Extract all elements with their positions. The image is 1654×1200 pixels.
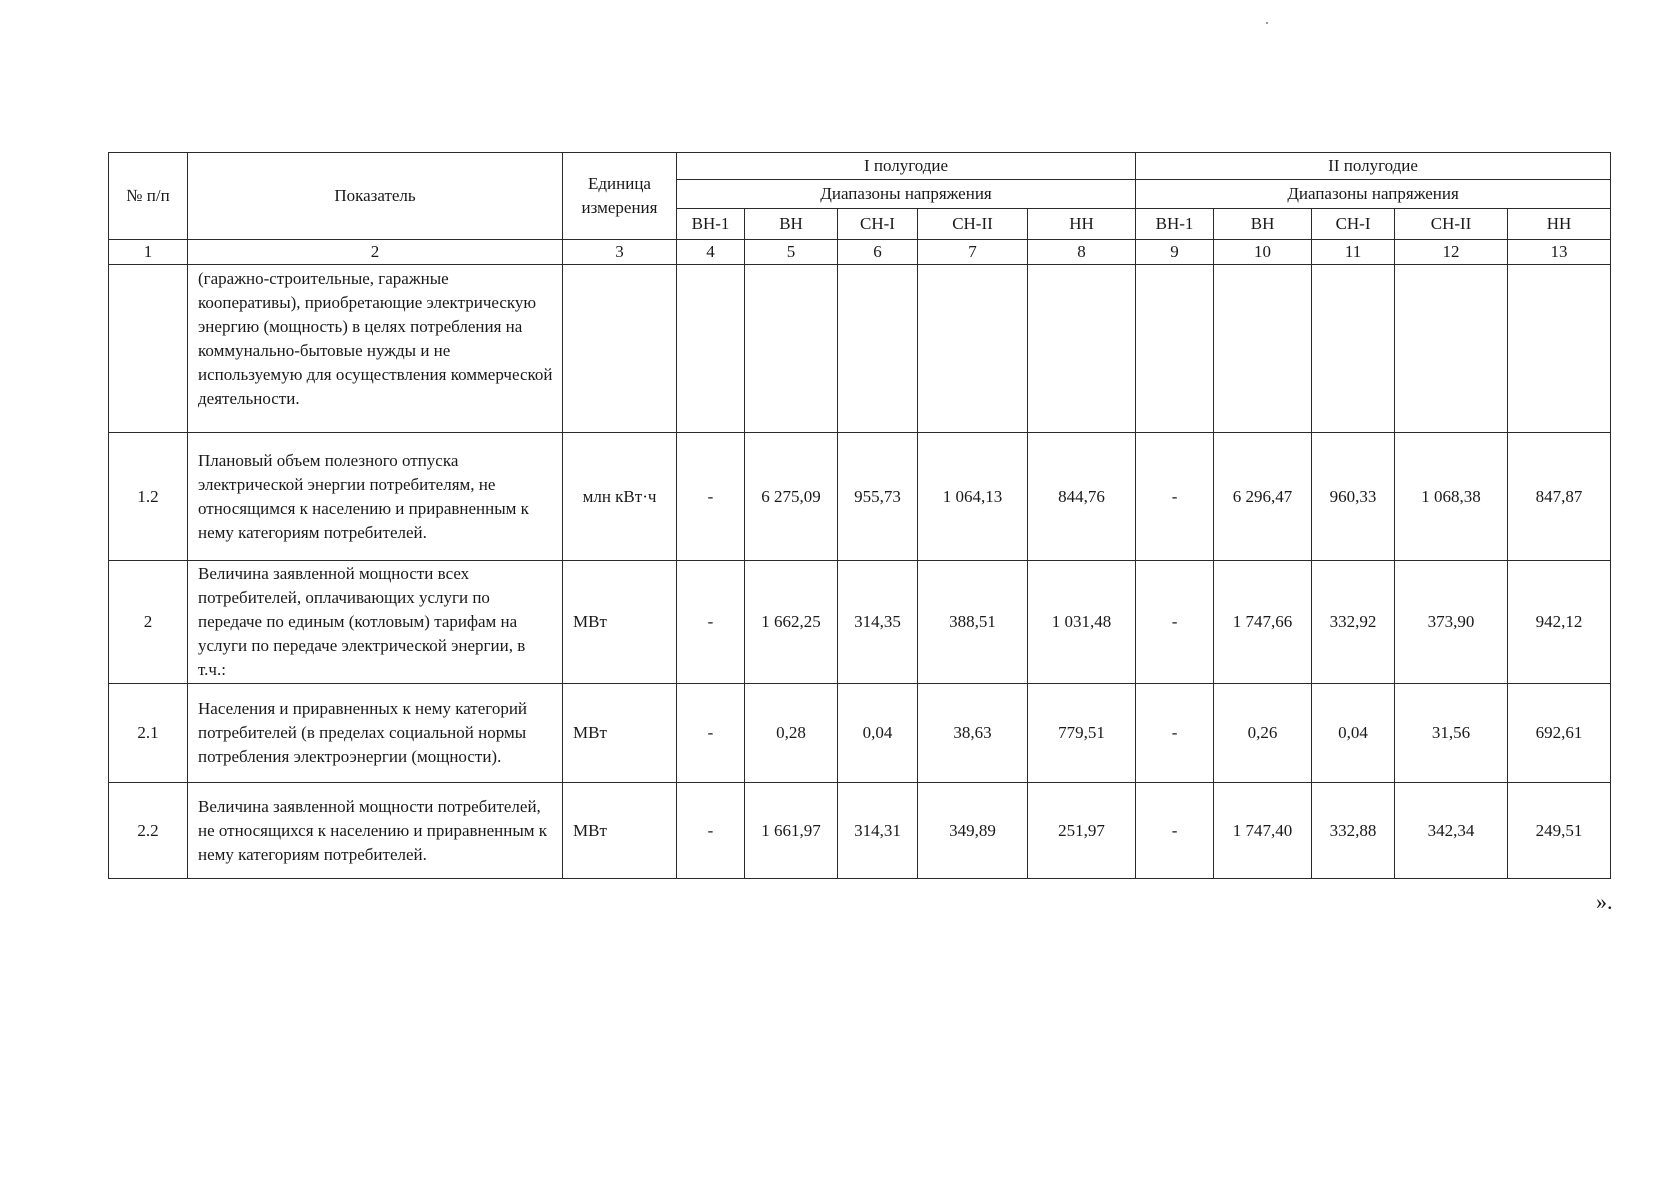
header-indicator: Показатель xyxy=(188,153,563,240)
row-value: 847,87 xyxy=(1508,433,1611,561)
header-voltage: СН-I xyxy=(1312,209,1395,240)
row-value xyxy=(918,265,1028,433)
header-voltage: ВН xyxy=(745,209,838,240)
row-value xyxy=(1395,265,1508,433)
row-value: - xyxy=(1136,684,1214,783)
row-value: 314,35 xyxy=(838,561,918,684)
row-value: - xyxy=(677,783,745,879)
row-value: 249,51 xyxy=(1508,783,1611,879)
row-value: 332,92 xyxy=(1312,561,1395,684)
row-value: 844,76 xyxy=(1028,433,1136,561)
row-value: 0,04 xyxy=(838,684,918,783)
row-value: 0,28 xyxy=(745,684,838,783)
row-value xyxy=(1028,265,1136,433)
row-value: 0,26 xyxy=(1214,684,1312,783)
row-value: - xyxy=(677,433,745,561)
row-value xyxy=(745,265,838,433)
header-voltage: ВН-1 xyxy=(677,209,745,240)
column-number: 1 xyxy=(109,240,188,265)
row-value: 6 296,47 xyxy=(1214,433,1312,561)
column-number: 5 xyxy=(745,240,838,265)
row-value: 1 064,13 xyxy=(918,433,1028,561)
table-row xyxy=(109,433,1611,561)
row-value xyxy=(677,265,745,433)
closing-quote: ». xyxy=(1596,889,1613,914)
row-value xyxy=(838,265,918,433)
row-value: 1 031,48 xyxy=(1028,561,1136,684)
row-unit: МВт xyxy=(563,684,677,783)
header-voltage: НН xyxy=(1508,209,1611,240)
column-number: 4 xyxy=(677,240,745,265)
row-value: 332,88 xyxy=(1312,783,1395,879)
row-num: 2 xyxy=(109,561,188,684)
column-number: 9 xyxy=(1136,240,1214,265)
row-indicator: Плановый объем полезного отпуска электрической энергии потребителям, не относящимся к населению и приравненным к нему категориям потребителей. xyxy=(188,433,563,561)
row-value: - xyxy=(1136,433,1214,561)
row-value: 6 275,09 xyxy=(745,433,838,561)
row-value: 342,34 xyxy=(1395,783,1508,879)
row-value: 955,73 xyxy=(838,433,918,561)
column-number: 10 xyxy=(1214,240,1312,265)
row-unit: МВт xyxy=(563,783,677,879)
row-value: 251,97 xyxy=(1028,783,1136,879)
row-indicator: Величина заявленной мощности всех потребителей, оплачивающих услуги по передаче по единым (котловым) тарифам на услуги по передаче электрической энергии, в т.ч.: xyxy=(188,561,563,684)
row-value xyxy=(1508,265,1611,433)
header-unit: Единица измерения xyxy=(563,153,677,240)
row-value: - xyxy=(1136,561,1214,684)
row-value: 349,89 xyxy=(918,783,1028,879)
column-number: 3 xyxy=(563,240,677,265)
column-number: 8 xyxy=(1028,240,1136,265)
row-unit: МВт xyxy=(563,561,677,684)
column-number: 12 xyxy=(1395,240,1508,265)
row-value: 314,31 xyxy=(838,783,918,879)
row-num xyxy=(109,265,188,433)
row-unit xyxy=(563,265,677,433)
row-value: 1 661,97 xyxy=(745,783,838,879)
row-indicator: Населения и приравненных к нему категорий потребителей (в пределах социальной нормы потребления электроэнергии (мощности). xyxy=(188,684,563,783)
row-num: 2.1 xyxy=(109,684,188,783)
row-value: 0,04 xyxy=(1312,684,1395,783)
column-number: 11 xyxy=(1312,240,1395,265)
header-half-2: II полугодие xyxy=(1136,153,1611,180)
header-voltage: ВН xyxy=(1214,209,1312,240)
header-voltage-ranges-1: Диапазоны напряжения xyxy=(677,180,1136,209)
row-value: - xyxy=(1136,783,1214,879)
row-value: 779,51 xyxy=(1028,684,1136,783)
table-row xyxy=(109,783,1611,879)
row-indicator: (гаражно-строительные, гаражные кооперативы), приобретающие электрическую энергию (мощность) в целях потребления на коммунально-бытовые нужды и не используемую для осуществления коммерческой деятельности. xyxy=(188,265,563,433)
column-number: 13 xyxy=(1508,240,1611,265)
row-value xyxy=(1214,265,1312,433)
row-value: 1 068,38 xyxy=(1395,433,1508,561)
row-value: 1 662,25 xyxy=(745,561,838,684)
header-voltage: НН xyxy=(1028,209,1136,240)
header-voltage: СН-II xyxy=(918,209,1028,240)
tariff-table xyxy=(108,152,1611,879)
row-num: 2.2 xyxy=(109,783,188,879)
column-number: 6 xyxy=(838,240,918,265)
row-value: 31,56 xyxy=(1395,684,1508,783)
scan-dot-mark xyxy=(1266,22,1268,24)
row-indicator: Величина заявленной мощности потребителей, не относящихся к населению и приравненным к нему категориям потребителей. xyxy=(188,783,563,879)
row-value: - xyxy=(677,684,745,783)
row-num: 1.2 xyxy=(109,433,188,561)
row-value: 1 747,40 xyxy=(1214,783,1312,879)
row-value xyxy=(1312,265,1395,433)
row-value xyxy=(1136,265,1214,433)
header-half-1: I полугодие xyxy=(677,153,1136,180)
row-value: 960,33 xyxy=(1312,433,1395,561)
header-voltage: ВН-1 xyxy=(1136,209,1214,240)
table-row xyxy=(109,561,1611,684)
header-voltage: СН-II xyxy=(1395,209,1508,240)
row-value: 373,90 xyxy=(1395,561,1508,684)
row-value: 692,61 xyxy=(1508,684,1611,783)
table-row xyxy=(109,265,1611,433)
row-value: 38,63 xyxy=(918,684,1028,783)
row-value: - xyxy=(677,561,745,684)
header-voltage-ranges-2: Диапазоны напряжения xyxy=(1136,180,1611,209)
row-unit: млн кВт·ч xyxy=(563,433,677,561)
column-number: 7 xyxy=(918,240,1028,265)
header-voltage: СН-I xyxy=(838,209,918,240)
row-value: 942,12 xyxy=(1508,561,1611,684)
row-value: 388,51 xyxy=(918,561,1028,684)
column-number: 2 xyxy=(188,240,563,265)
table-row xyxy=(109,684,1611,783)
header-num: № п/п xyxy=(109,153,188,240)
row-value: 1 747,66 xyxy=(1214,561,1312,684)
